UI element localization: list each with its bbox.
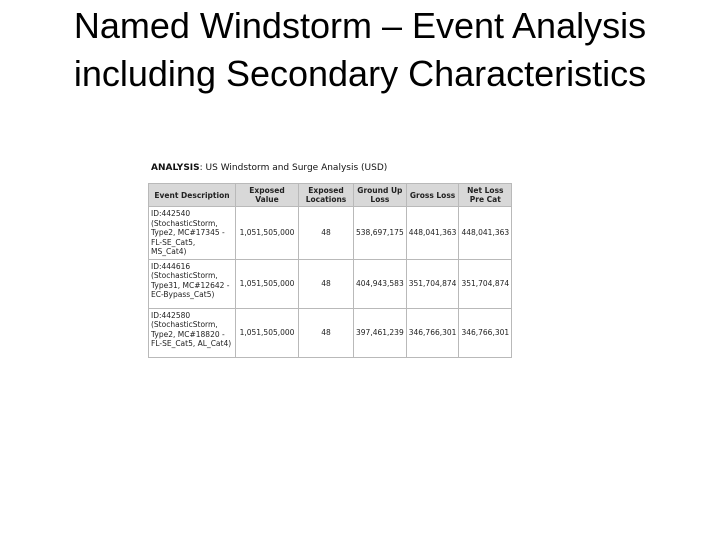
ground-up-loss-cell: 397,461,239	[354, 309, 406, 357]
table-row	[149, 309, 511, 357]
table-row	[149, 207, 511, 259]
analysis-title: : US Windstorm and Surge Analysis (USD)	[199, 163, 388, 173]
ground-up-loss-cell: 538,697,175	[354, 207, 406, 259]
exposed-value-cell: 1,051,505,000	[236, 260, 298, 308]
analysis-heading	[148, 162, 528, 174]
event-description-cell: ID:442540 (StochasticStorm, Type2, MC#17345 - FL-SE_Cat5, MS_Cat4)	[149, 207, 235, 259]
analysis-report	[148, 162, 528, 358]
column-header-gross-loss: Gross Loss	[407, 184, 459, 206]
net-loss-pre-cat-cell: 346,766,301	[459, 309, 511, 357]
column-header-exposed-locations: Exposed Locations	[299, 184, 353, 206]
analysis-table	[148, 183, 512, 358]
table-row	[149, 260, 511, 308]
exposed-locations-cell: 48	[299, 309, 353, 357]
ground-up-loss-cell: 404,943,583	[354, 260, 406, 308]
gross-loss-cell: 448,041,363	[407, 207, 459, 259]
exposed-value-cell: 1,051,505,000	[236, 207, 298, 259]
event-description-cell: ID:442580 (StochasticStorm, Type2, MC#18820 - FL-SE_Cat5, AL_Cat4)	[149, 309, 235, 357]
net-loss-pre-cat-cell: 448,041,363	[459, 207, 511, 259]
column-header-net-loss-pre-cat: Net Loss Pre Cat	[459, 184, 511, 206]
slide-title: Named Windstorm – Event Analysis including Secondary Characteristics	[73, 5, 647, 94]
table-header-row	[149, 184, 511, 206]
exposed-value-cell: 1,051,505,000	[236, 309, 298, 357]
exposed-locations-cell: 48	[299, 260, 353, 308]
analysis-label: ANALYSIS	[151, 163, 200, 173]
net-loss-pre-cat-cell: 351,704,874	[459, 260, 511, 308]
column-header-exposed-value: Exposed Value	[236, 184, 298, 206]
gross-loss-cell: 346,766,301	[407, 309, 459, 357]
event-description-cell: ID:444616 (StochasticStorm, Type31, MC#12642 - EC-Bypass_Cat5)	[149, 260, 235, 308]
column-header-ground-up-loss: Ground Up Loss	[354, 184, 406, 206]
column-header-event-description: Event Description	[149, 184, 235, 206]
exposed-locations-cell: 48	[299, 207, 353, 259]
gross-loss-cell: 351,704,874	[407, 260, 459, 308]
